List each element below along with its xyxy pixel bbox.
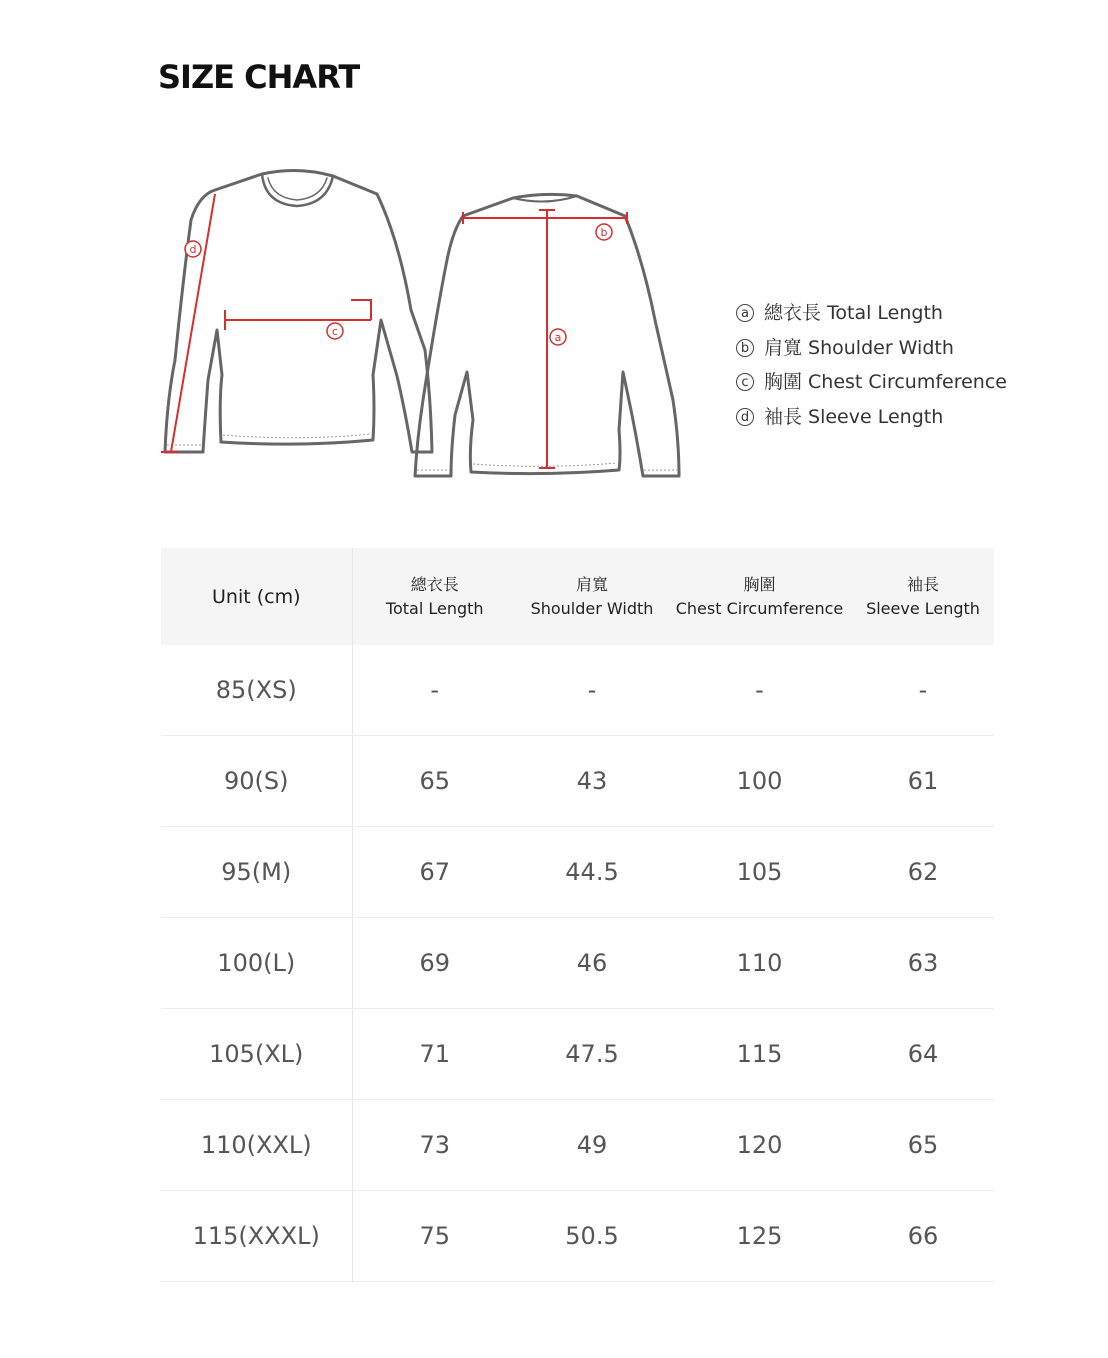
column-header-cn: 肩寬	[575, 574, 608, 594]
column-header	[517, 548, 667, 645]
mark-b: b	[600, 226, 608, 239]
value-cell: 120	[667, 1100, 852, 1191]
unit-header: Unit (cm)	[161, 548, 352, 645]
front-collar	[262, 174, 333, 206]
value-cell: 67	[352, 827, 517, 918]
value-cell: 46	[517, 918, 667, 1009]
column-header-en: Shoulder Width	[530, 598, 654, 618]
table-row	[161, 1191, 994, 1282]
mark-c: c	[331, 325, 339, 338]
front-shirt-outline	[165, 170, 432, 452]
value-cell: -	[517, 645, 667, 736]
value-cell: 65	[352, 736, 517, 827]
garment-diagram	[155, 160, 695, 490]
value-cell: 65	[852, 1100, 994, 1191]
value-cell: 49	[517, 1100, 667, 1191]
legend-item	[736, 331, 1007, 366]
column-header	[352, 548, 517, 645]
legend-en: Sleeve Length	[808, 405, 944, 428]
value-cell: 61	[852, 736, 994, 827]
value-cell: 44.5	[517, 827, 667, 918]
column-header-en: Total Length	[385, 598, 484, 618]
legend-mark: d	[736, 408, 754, 426]
column-header-en: Sleeve Length	[866, 598, 980, 618]
size-cell: 115(XXXL)	[161, 1191, 352, 1282]
legend-item	[736, 400, 1007, 435]
size-cell: 90(S)	[161, 736, 352, 827]
column-header-cn: 總衣長	[410, 574, 459, 594]
table-row	[161, 827, 994, 918]
value-cell: 64	[852, 1009, 994, 1100]
value-cell: 47.5	[517, 1009, 667, 1100]
legend-item	[736, 365, 1007, 400]
legend-cn: 胸圍	[764, 371, 803, 394]
value-cell: 100	[667, 736, 852, 827]
table-row	[161, 645, 994, 736]
page-title: SIZE CHART	[158, 58, 360, 96]
column-header-en: Chest Circumference	[675, 598, 844, 618]
measurement-legend	[736, 296, 1007, 434]
legend-en: Chest Circumference	[808, 371, 1007, 394]
value-cell: -	[852, 645, 994, 736]
value-cell: 63	[852, 918, 994, 1009]
value-cell: 62	[852, 827, 994, 918]
table-row	[161, 1100, 994, 1191]
size-cell: 105(XL)	[161, 1009, 352, 1100]
value-cell: -	[667, 645, 852, 736]
legend-en: Shoulder Width	[808, 336, 954, 359]
table-row	[161, 1009, 994, 1100]
value-cell: 43	[517, 736, 667, 827]
value-cell: -	[352, 645, 517, 736]
legend-cn: 肩寬	[764, 336, 803, 359]
value-cell: 75	[352, 1191, 517, 1282]
value-cell: 110	[667, 918, 852, 1009]
mark-d: d	[189, 243, 197, 256]
front-collar-inner	[268, 178, 327, 200]
table-header-row	[161, 548, 994, 645]
legend-mark: a	[736, 304, 754, 322]
legend-item	[736, 296, 1007, 331]
legend-cn: 總衣長	[764, 302, 822, 325]
value-cell: 50.5	[517, 1191, 667, 1282]
value-cell: 71	[352, 1009, 517, 1100]
table-row	[161, 736, 994, 827]
legend-mark: c	[736, 373, 754, 391]
value-cell: 69	[352, 918, 517, 1009]
size-cell: 110(XXL)	[161, 1100, 352, 1191]
value-cell: 115	[667, 1009, 852, 1100]
value-cell: 125	[667, 1191, 852, 1282]
value-cell: 105	[667, 827, 852, 918]
legend-mark: b	[736, 339, 754, 357]
size-cell: 95(M)	[161, 827, 352, 918]
column-header-cn: 袖長	[906, 574, 939, 594]
table-row	[161, 918, 994, 1009]
mark-a: a	[554, 331, 562, 344]
size-table	[161, 548, 994, 1282]
size-cell: 85(XS)	[161, 645, 352, 736]
legend-cn: 袖長	[764, 405, 803, 428]
legend-en: Total Length	[827, 302, 943, 325]
column-header	[667, 548, 852, 645]
value-cell: 73	[352, 1100, 517, 1191]
column-header	[852, 548, 994, 645]
size-cell: 100(L)	[161, 918, 352, 1009]
column-header-cn: 胸圍	[743, 574, 776, 594]
value-cell: 66	[852, 1191, 994, 1282]
